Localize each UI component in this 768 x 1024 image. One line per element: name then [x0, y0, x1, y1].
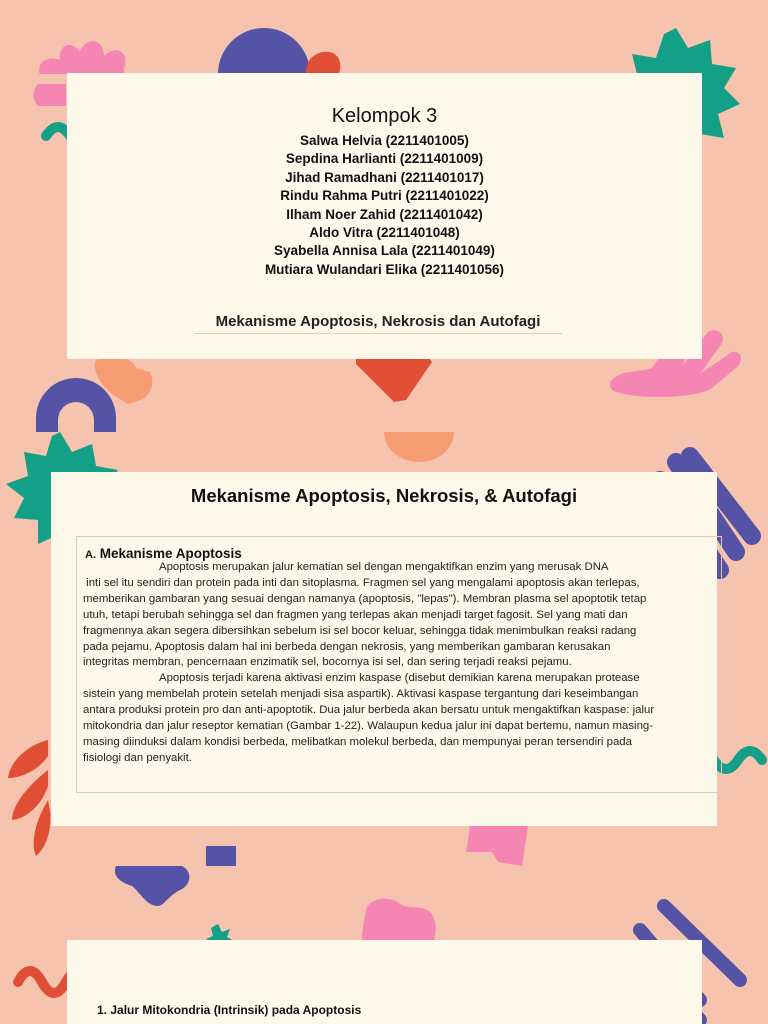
section-title: Mekanisme Apoptosis	[96, 546, 242, 561]
pink-petal-shape	[34, 84, 67, 106]
member-item: Rindu Rahma Putri (2211401022)	[280, 188, 489, 204]
title-slide	[67, 73, 702, 359]
body-text	[83, 560, 723, 767]
paragraph-2	[83, 671, 723, 766]
content-slide	[51, 472, 717, 826]
member-item: Salwa Helvia (2211401005)	[300, 133, 469, 148]
group-title: Kelompok 3	[331, 105, 438, 127]
member-item: Aldo Vitra (2211401048)	[309, 225, 460, 241]
slide-heading: Mekanisme Apoptosis, Nekrosis, & Autofagi	[190, 485, 578, 506]
member-item: Syabella Annisa Lala (2211401049)	[274, 243, 495, 259]
member-item: Jihad Ramadhani (2211401017)	[285, 169, 484, 185]
red-leaves-shape	[8, 740, 50, 856]
indigo-semicircle-shape	[218, 28, 310, 74]
member-item: Sepdina Harlianti (2211401009)	[285, 151, 484, 167]
paragraph-1	[83, 560, 723, 671]
indigo-dot-shape	[206, 846, 236, 866]
indigo-blob-shape	[115, 866, 189, 906]
section-heading	[85, 546, 242, 561]
paragraph-2-text: Apoptosis terjadi karena aktivasi enzim kaspase (disebut demikian karena merupakan protease sistein yang membelah protein setelah menjadi sisa aspartik). Aktivasi kaspase tergantung dari keseimbangan antara produksi protein pro dan anti-apoptotik. Dua jalur berbeda akan bersatu untuk mengaktifkan kaspase: jalur mitokondria dan jalur reseptor kematian (Gambar 1-22). Walaupun kedua jalur ini dapat bertemu, namun masing- masing diinduksi dalam kondisi berbeda, melibatkan molekul berbeda, dan mempunyai peran tersendiri pada fisiologi dan penyakit.	[83, 672, 655, 764]
member-list	[67, 132, 702, 279]
section-letter: A.	[85, 549, 96, 561]
presentation-subtitle: Mekanisme Apoptosis, Nekrosis dan Autofagi	[194, 313, 562, 334]
indigo-arch-shape	[36, 378, 116, 432]
pink-block-shape	[466, 826, 528, 866]
orange-semicircle-shape	[384, 432, 454, 462]
text-box	[76, 536, 722, 793]
next-slide	[67, 940, 702, 1024]
paragraph-1-text: Apoptosis merupakan jalur kematian sel dengan mengaktifkan enzim yang merusak DNA inti sel itu sendiri dan protein pada inti dan sitoplasma. Fragmen sel yang mengalami apoptosis akan terlepas, memberikan gambaran yang sesuai dengan namanya (apoptosis, "lepas"). Membran plasma sel apoptotik tetap utuh, tetapi berubah sehingga sel dan fragmen yang terlepas akan menjadi target fagosit. Sel yang mati dan fragmennya akan segera dibersihkan sebelum isi sel bocor keluar, sehingga tidak menimbulkan reaksi radang pada pejamu. Apoptosis dalam hal ini berbeda dengan nekrosis, yang memberikan gambaran kerusakan integritas membran, pencernaan enzimatik sel, bocornya isi sel, dan sering terjadi reaksi pejamu.	[83, 561, 647, 669]
member-item: Mutiara Wulandari Elika (2211401056)	[264, 261, 505, 277]
member-item: Ilham Noer Zahid (2211401042)	[286, 206, 483, 222]
subsection-heading: 1. Jalur Mitokondria (Intrinsik) pada Apoptosis	[97, 1003, 362, 1017]
pink-flower-shape	[39, 41, 125, 75]
